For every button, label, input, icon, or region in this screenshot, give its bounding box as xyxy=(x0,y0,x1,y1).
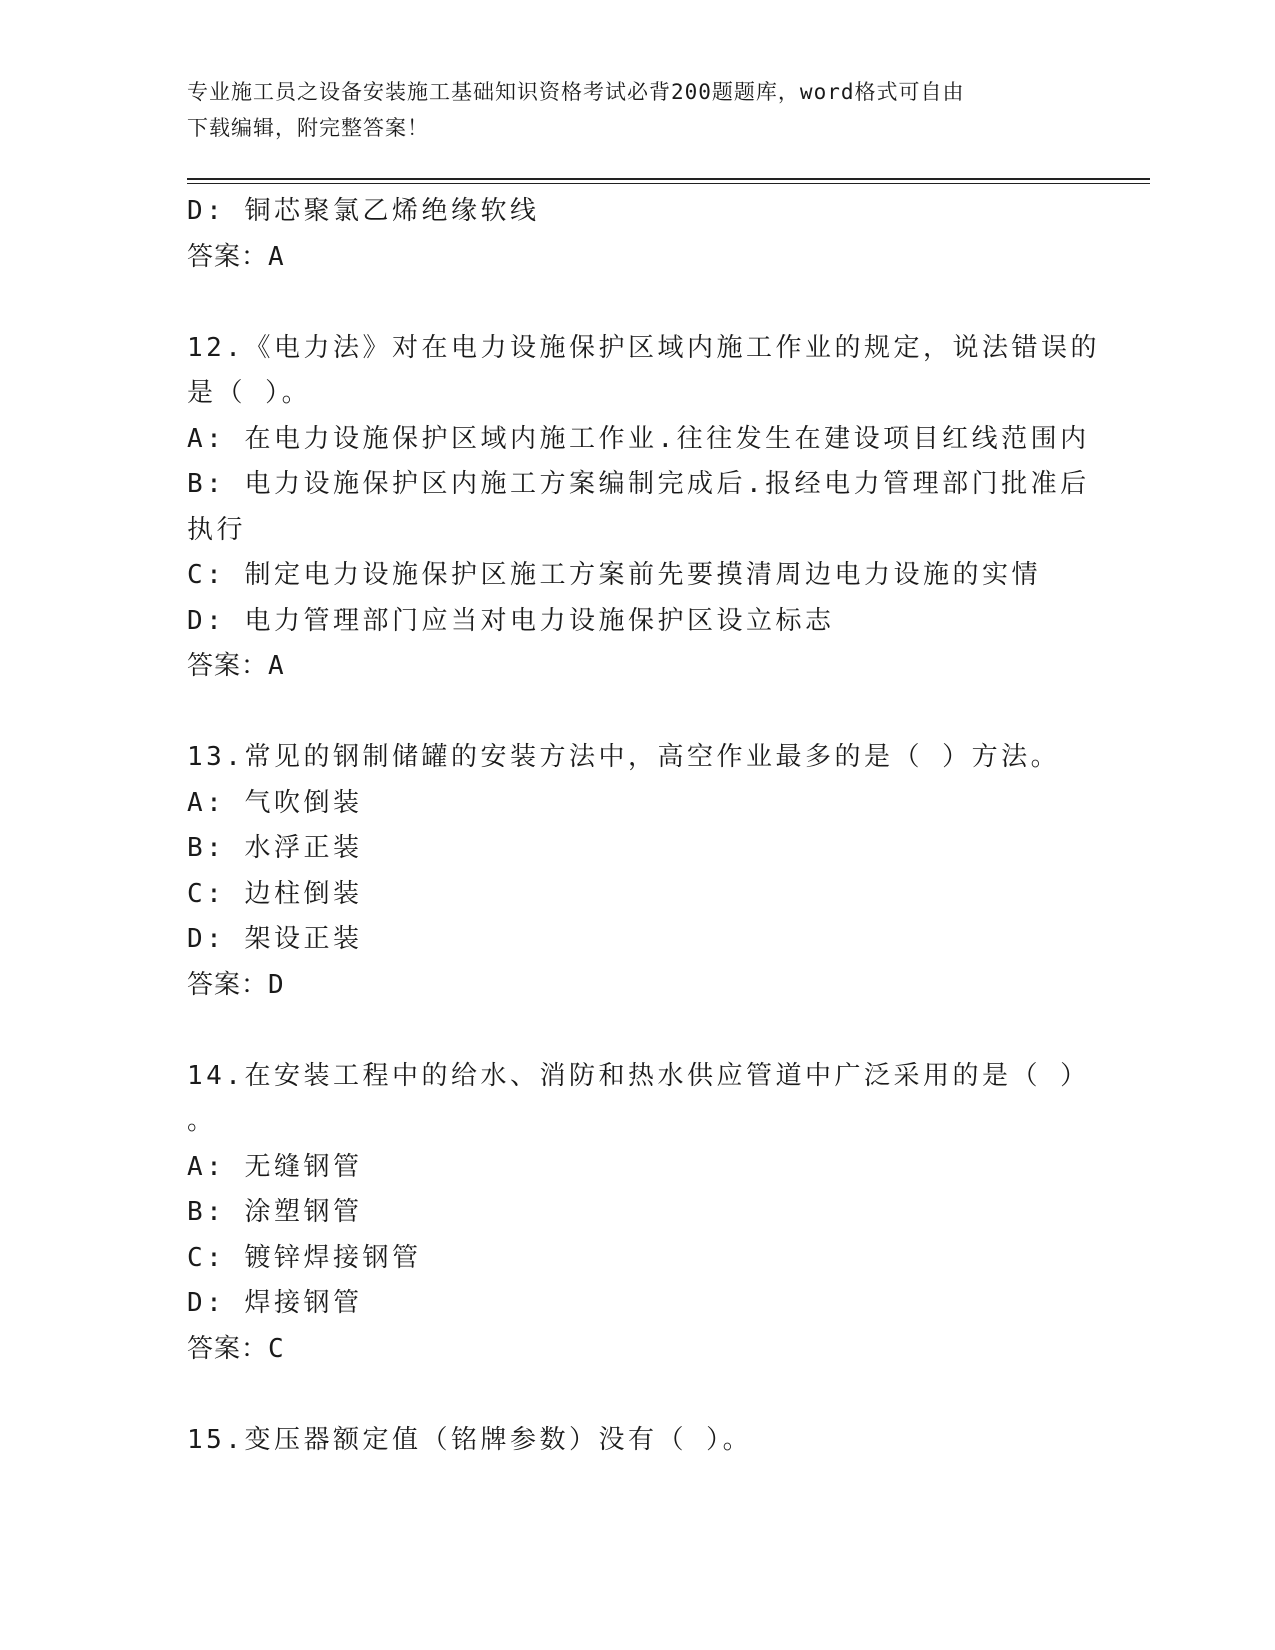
question-14 xyxy=(187,1054,1090,1373)
option-b: B: 水浮正装 xyxy=(187,833,363,863)
question-list xyxy=(187,189,1100,1463)
answer: 答案：A xyxy=(187,241,285,272)
spacer xyxy=(187,690,1087,736)
header-title-line-2: 下载编辑，附完整答案！ xyxy=(187,116,429,140)
question-13 xyxy=(187,735,1087,1008)
option-c: C: 镀锌焊接钢管 xyxy=(187,1242,422,1273)
option-d: D: 焊接钢管 xyxy=(187,1288,363,1318)
option-b: B: 涂塑钢管 xyxy=(187,1197,363,1227)
document-header xyxy=(187,74,1067,146)
spacer xyxy=(187,1008,1087,1054)
answer: 答案：D xyxy=(187,969,285,1000)
header-title-line-1: 专业施工员之设备安装施工基础知识资格考试必背200题题库，word格式可自由 xyxy=(187,80,965,104)
option-c: C: 制定电力设施保护区施工方案前先要摸清周边电力设施的实情 xyxy=(187,560,1041,590)
option-b: B: 电力设施保护区内施工方案编制完成后.报经电力管理部门批准后 xyxy=(187,469,1090,499)
option-a: A: 在电力设施保护区域内施工作业.往往发生在建设项目红线范围内 xyxy=(187,423,1090,454)
question-15 xyxy=(187,1418,1087,1464)
question-stem: 14.在安装工程中的给水、消防和热水供应管道中广泛采用的是（ ） xyxy=(187,1060,1090,1091)
question-11-tail xyxy=(187,189,1087,280)
answer: 答案：A xyxy=(187,651,285,681)
option-d: D: 架设正装 xyxy=(187,924,363,954)
question-stem-continued: 是（ ）。 xyxy=(187,378,312,408)
option-a: A: 气吹倒装 xyxy=(187,787,363,818)
option-a: A: 无缝钢管 xyxy=(187,1151,363,1182)
option-d: D: 铜芯聚氯乙烯绝缘软线 xyxy=(187,196,540,226)
option-d: D: 电力管理部门应当对电力设施保护区设立标志 xyxy=(187,605,835,636)
option-b-continued: 执行 xyxy=(187,514,247,545)
question-12 xyxy=(187,326,1100,690)
option-c: C: 边柱倒装 xyxy=(187,878,363,909)
header-rule-thin xyxy=(187,183,1150,184)
question-stem: 13.常见的钢制储罐的安装方法中，高空作业最多的是（ ）方法。 xyxy=(187,742,1061,772)
answer: 答案：C xyxy=(187,1333,285,1364)
header-rule-thick xyxy=(187,178,1150,180)
spacer xyxy=(187,1372,1087,1418)
spacer xyxy=(187,280,1087,326)
question-stem: 12.《电力法》对在电力设施保护区域内施工作业的规定，说法错误的 xyxy=(187,332,1100,363)
question-stem: 15.变压器额定值（铭牌参数）没有（ ）。 xyxy=(187,1424,753,1455)
question-stem-continued: 。 xyxy=(187,1106,217,1136)
